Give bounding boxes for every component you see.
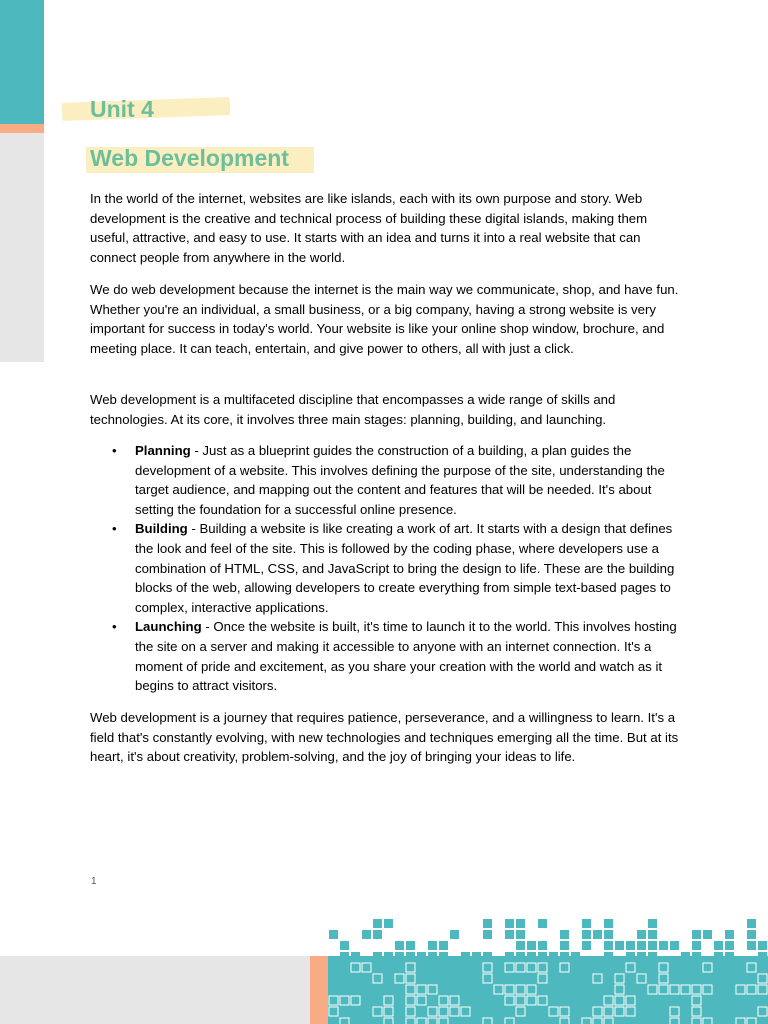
pixel-square [538,919,547,928]
pixel-square [714,952,723,961]
pixel-square [439,941,448,950]
pixel-square [505,1018,514,1024]
pixel-square [417,996,426,1005]
pixel-square [637,974,646,983]
pixel-square [505,930,514,939]
pixel-square [571,952,580,961]
bullet-icon: • [112,521,117,537]
paragraph-stages: Web development is a multifaceted discipline that encompasses a wide range of skills and technologies. At its core, it involves three main stages: planning, building, and launching. [90,392,616,427]
pixel-square [538,941,547,950]
list-item-term: Building [135,521,188,537]
pixel-square [428,941,437,950]
pixel-square [505,985,514,994]
paragraph-why: We do web development because the internet is the main way we communicate, shop, and have fun. Whether you're an individual, a small business, or a big company, having a strong website is very important for success in today's world. Your website is like your online shop window, brochure, and meeting place. It can teach, entertain, and give power to others, all with just a click. [90,282,679,356]
pixel-square [692,952,701,961]
pixel-square [725,930,734,939]
pixel-square [692,930,701,939]
pixel-square [604,1018,613,1024]
pixel-square [615,941,624,950]
stages-list [90,441,680,696]
pixel-square [516,963,525,972]
bullet-icon: • [112,443,117,458]
pixel-square [472,952,481,961]
pixel-square [736,985,745,994]
pixel-square [593,1007,602,1016]
pixel-square [637,930,646,939]
pixel-square [505,996,514,1005]
pixel-square [428,985,437,994]
pixel-square [505,919,514,928]
pixel-square [406,952,415,961]
pixel-square [406,1018,415,1024]
pixel-square [329,996,338,1005]
pixel-square [582,919,591,928]
pixel-square [648,941,657,950]
pixel-square [406,941,415,950]
paragraph-intro: In the world of the internet, websites are like islands, each with its own purpose and story. Web development is the creative and technical process of building these digital islands, making them useful, attractive, and easy to use. It starts with an idea and turns it into a real website that can connect people from anywhere in the world. [90,191,648,265]
pixel-square [648,985,657,994]
list-item-text: - Just as a blueprint guides the construction of a building, a plan guides the development of a website. This involves defining the purpose of the site, understanding the target audience, and mapping out the content and features that will be needed. It's about setting the foundation for a successful online presence. [135,443,665,517]
pixel-square [373,1007,382,1016]
pixel-square [670,985,679,994]
pixel-square [428,952,437,961]
pixel-square [593,1018,602,1024]
pixel-square [626,996,635,1005]
pixel-square [439,952,448,961]
pixel-square [461,1007,470,1016]
pixel-square [494,985,503,994]
pixel-square [384,996,393,1005]
pixel-square [373,974,382,983]
pixel-square [450,930,459,939]
pixel-square [329,930,338,939]
pixel-square [593,974,602,983]
pixel-square [703,930,712,939]
pixel-square [384,952,393,961]
pixel-square [703,985,712,994]
pixel-square [648,919,657,928]
pixel-square [406,1007,415,1016]
pixel-square [483,1018,492,1024]
list-item-term: Launching [135,619,202,635]
pixel-square [604,919,613,928]
pixel-square [483,952,492,961]
pixel-square [747,985,756,994]
title-heading [90,143,320,175]
pixel-square [736,1018,745,1024]
pixel-square [351,996,360,1005]
pixel-square [340,1018,349,1024]
pixel-square [560,952,569,961]
pixel-square [758,974,767,983]
pixel-square [604,996,613,1005]
list-item-term: Planning [135,443,191,458]
pixel-square [758,985,767,994]
pixel-square [395,941,404,950]
side-accent-gray [0,133,44,362]
side-accent-teal [0,0,44,124]
pixel-square [758,952,767,961]
pixel-square [549,1007,558,1016]
pixel-square [549,952,558,961]
pixel-square [527,941,536,950]
pixel-square [604,941,613,950]
pixel-square [648,952,657,961]
pixel-square [692,985,701,994]
pixel-square [516,930,525,939]
pixel-square [527,952,536,961]
page-number: 1 [91,876,97,887]
pixel-square [538,996,547,1005]
pixel-square [483,963,492,972]
pixel-square [406,996,415,1005]
pixel-square [395,974,404,983]
pixel-square [659,941,668,950]
pixel-square [428,1007,437,1016]
pixel-square [670,941,679,950]
pixel-square [340,996,349,1005]
pixel-square [604,1007,613,1016]
pixel-square [758,1007,767,1016]
pixel-square [439,996,448,1005]
pixel-square [593,930,602,939]
list-item-text: - Once the website is built, it's time to launch it to the world. This involves hosting the site on a server and making it accessible to anyone with an internet connection. It's a moment of pride and excitement, as you share your creation with the world and watch as it begins to attract visitors. [135,619,677,694]
pixel-square [582,1018,591,1024]
pixel-square [461,952,470,961]
pixel-square [747,941,756,950]
pixel-square [439,1007,448,1016]
pixel-square [703,963,712,972]
pixel-square [406,963,415,972]
pixel-square [329,1007,338,1016]
pixel-square [615,974,624,983]
pixel-square [373,919,382,928]
pixel-square [582,941,591,950]
pixel-square [362,963,371,972]
pixel-square [637,952,646,961]
pixel-square [450,1007,459,1016]
pixel-square [692,1018,701,1024]
unit-heading [90,95,250,125]
pixel-square [659,974,668,983]
pixel-square [516,985,525,994]
pixel-square [615,996,624,1005]
pixel-square [747,930,756,939]
pixel-square [384,919,393,928]
bullet-icon: • [112,619,117,635]
footer-band-orange [310,956,328,1024]
pixel-square [516,919,525,928]
pixel-square [483,930,492,939]
pixel-square [703,1018,712,1024]
pixel-square [439,1018,448,1024]
pixel-square [340,952,349,961]
pixel-square [417,985,426,994]
pixel-square [560,1007,569,1016]
pixel-square [758,941,767,950]
pixel-square [538,952,547,961]
pixel-square [516,996,525,1005]
pixel-square [747,1018,756,1024]
paragraph-conclusion: Web development is a journey that requires patience, perseverance, and a willingness to learn. It's a field that's constantly evolving, with new technologies and techniques emerging all the time. But at its heart, it's about creativity, problem-solving, and the joy of bringing your ideas to life. [90,710,679,765]
side-accent-orange [0,124,44,133]
pixel-square [351,963,360,972]
pixel-square [538,974,547,983]
pixel-square [626,1007,635,1016]
pixel-square [615,1007,624,1016]
pixel-square [615,985,624,994]
pixel-square [483,919,492,928]
pixel-square [505,963,514,972]
pixel-square [626,963,635,972]
pixel-square [538,963,547,972]
pixel-square [428,1018,437,1024]
pixel-square [648,930,657,939]
pixel-square [560,1018,569,1024]
pixel-square [725,941,734,950]
pixel-square [626,952,635,961]
pixel-square [714,941,723,950]
pixel-square [604,952,613,961]
pixel-square [406,974,415,983]
pixel-square [560,963,569,972]
pixel-square [725,952,734,961]
pixel-square [659,985,668,994]
list-item-building [90,519,680,617]
pixel-square [340,941,349,950]
page-title: Web Development [90,145,289,171]
pixel-square [483,974,492,983]
pixel-square [527,985,536,994]
pixel-square [362,930,371,939]
pixel-square [505,952,514,961]
unit-label: Unit 4 [90,96,154,122]
pixel-square [637,941,646,950]
pixel-square [560,930,569,939]
list-item-text: - Building a website is like creating a work of art. It starts with a design that defines the look and feel of the site. This is followed by the coding phase, where developers use a combination of HTML, CSS, and JavaScript to bring the design to life. These are the building blocks of the web, allowing developers to create everything from simple text-based pages to complex, interactive applications. [135,521,675,615]
pixel-square [417,1018,426,1024]
pixel-square [604,930,613,939]
pixel-square [670,1018,679,1024]
pixel-square [747,919,756,928]
pixel-square [373,930,382,939]
pixel-square [516,941,525,950]
pixel-square [384,1018,393,1024]
pixel-square [681,985,690,994]
pixel-square [747,963,756,972]
pixel-square [681,952,690,961]
pixel-square [351,952,360,961]
pixel-square [560,941,569,950]
pixel-square [626,941,635,950]
pixel-square [373,952,382,961]
pixel-square [516,952,525,961]
pixel-square [692,996,701,1005]
pixel-square [450,996,459,1005]
pixel-square [417,952,426,961]
pixel-square [659,963,668,972]
pixel-square [384,1007,393,1016]
list-item-launching [90,617,680,695]
pixel-square [582,930,591,939]
footer-band-gray [0,956,310,1024]
pixel-square [692,1007,701,1016]
pixel-square [527,963,536,972]
pixel-square [670,1007,679,1016]
list-item-planning [90,441,680,519]
pixel-square [395,952,404,961]
pixel-square [692,941,701,950]
pixel-pattern-decoration [328,918,768,1024]
pixel-square [516,1007,525,1016]
pixel-square [406,985,415,994]
pixel-square [527,996,536,1005]
